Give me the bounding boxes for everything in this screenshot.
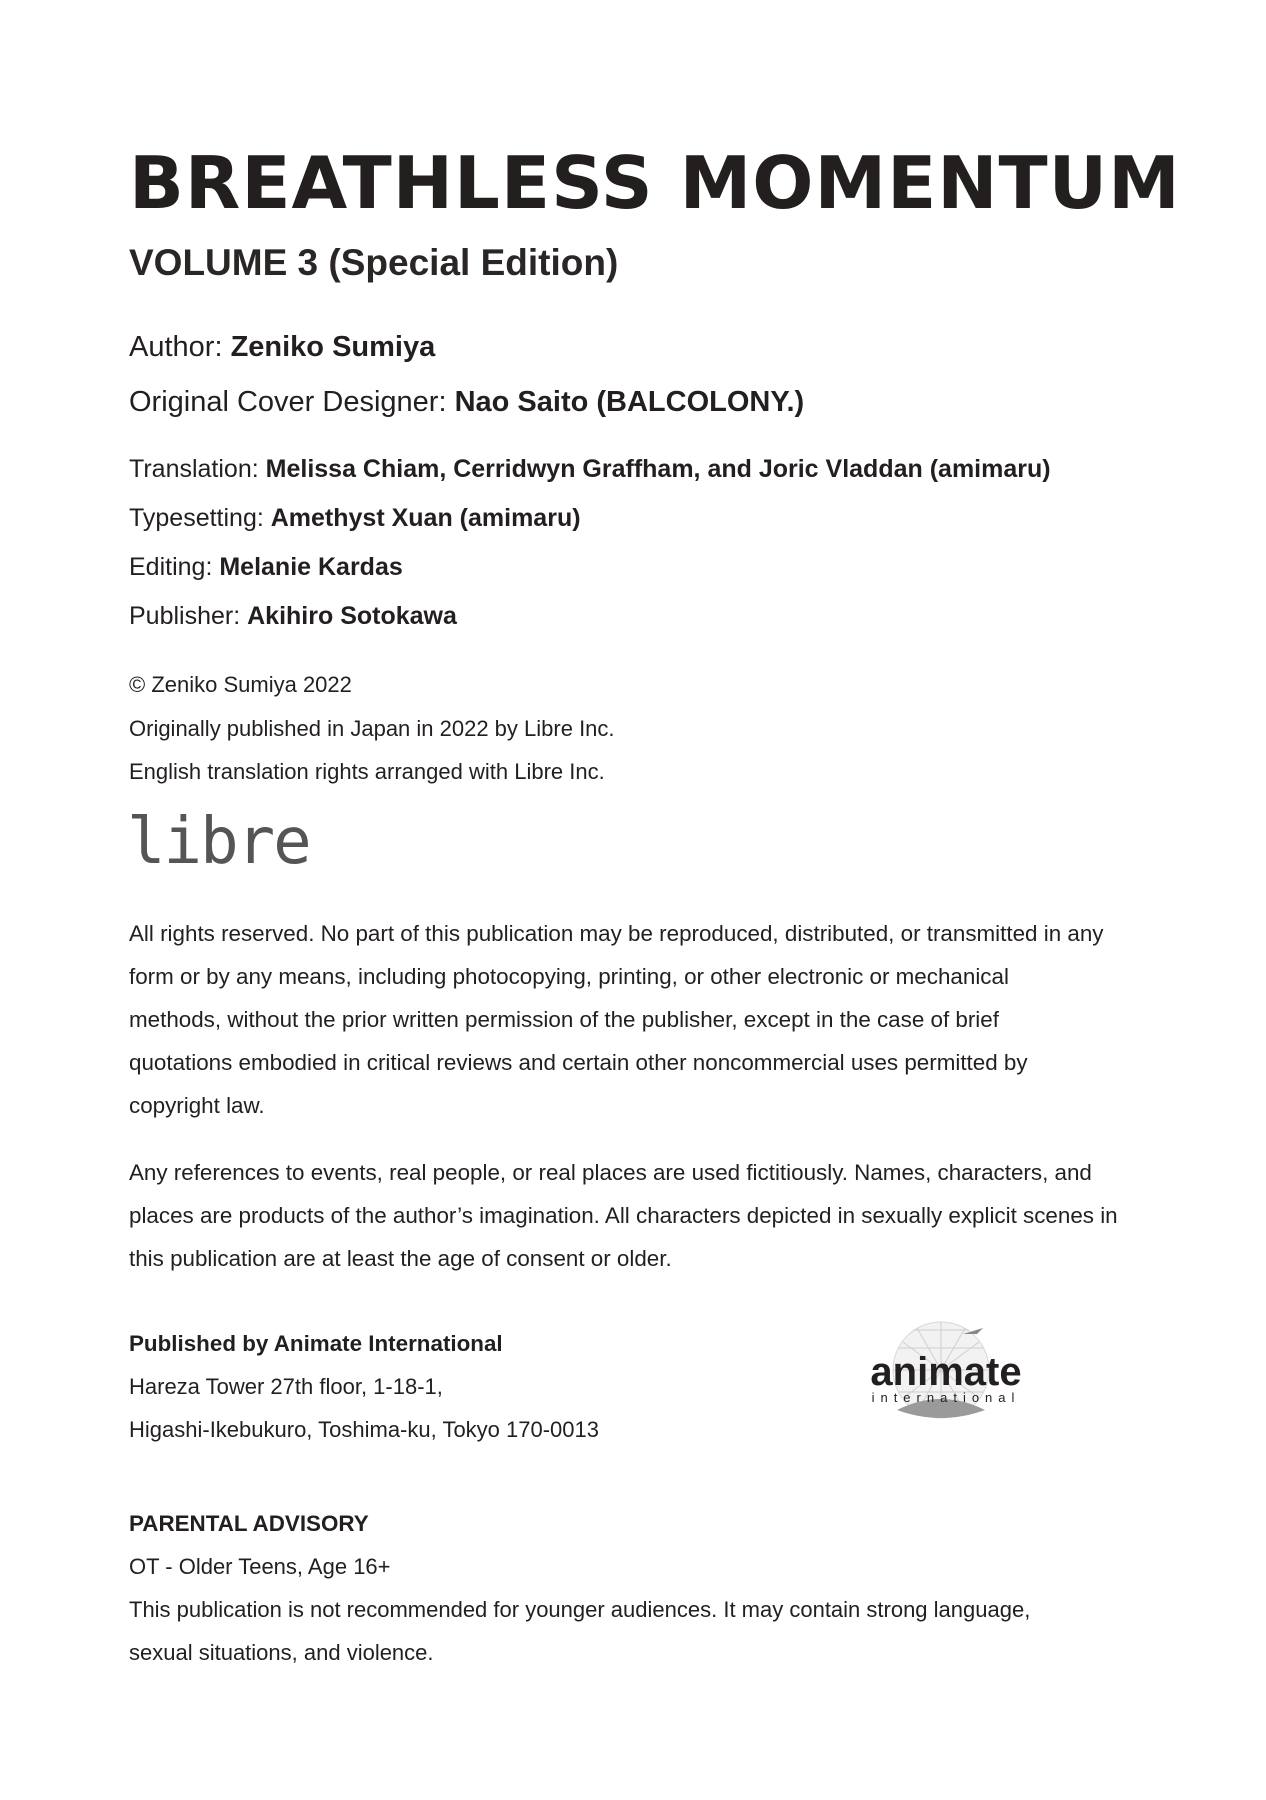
advisory-text-line: sexual situations, and violence.	[129, 1640, 434, 1665]
advisory-rating: OT - Older Teens, Age 16+	[129, 1554, 391, 1579]
credit-role: Editing:	[129, 553, 220, 581]
translation-rights-line: English translation rights arranged with Libre Inc.	[129, 759, 605, 784]
libre-logo	[127, 805, 310, 879]
paragraph-line: methods, without the prior written permission of the publisher, except in the case of brief	[129, 1007, 999, 1032]
advisory-text-line: This publication is not recommended for younger audiences. It may contain strong language,	[129, 1597, 1031, 1622]
credit-author	[129, 329, 435, 365]
publisher-address-line: Hareza Tower 27th floor, 1-18-1,	[129, 1374, 443, 1399]
original-publication-line: Originally published in Japan in 2022 by Libre Inc.	[129, 716, 615, 741]
rights-paragraph	[129, 912, 1149, 1127]
publisher-address-line: Higashi-Ikebukuro, Toshima-ku, Tokyo 170-0013	[129, 1417, 600, 1442]
credit-role: Publisher:	[129, 602, 248, 630]
paragraph-line: quotations embodied in critical reviews and certain other noncommercial uses permitted by	[129, 1050, 1028, 1075]
credit-name: Nao Saito (BALCOLONY.)	[454, 386, 805, 418]
paragraph-line: copyright law.	[129, 1093, 265, 1118]
credit-role: Author:	[129, 331, 231, 363]
copyright-line: © Zeniko Sumiya 2022	[129, 672, 352, 697]
credit-typesetting	[129, 501, 581, 535]
copyright-page	[127, 0, 1181, 1800]
credit-cover-designer	[129, 384, 804, 420]
book-title: BREATHLESS MOMENTUM	[129, 141, 1181, 225]
animate-logo-word: animate	[870, 1350, 1022, 1394]
libre-logo-text: libre	[127, 805, 310, 879]
paragraph-line: places are products of the author’s imagination. All characters depicted in sexually explicit scenes in	[129, 1203, 1118, 1228]
credit-name: Melissa Chiam, Cerridwyn Graffham, and Joric Vladdan (amimaru)	[265, 455, 1051, 483]
credit-translation	[129, 452, 1051, 486]
volume-subtitle: VOLUME 3 (Special Edition)	[129, 242, 619, 283]
credit-name: Melanie Kardas	[219, 553, 403, 581]
paragraph-line: form or by any means, including photocopying, printing, or other electronic or mechanical	[129, 964, 1009, 989]
credit-role: Translation:	[129, 455, 266, 483]
credit-name: Zeniko Sumiya	[230, 331, 436, 363]
animate-logo-sub: international	[871, 1390, 1021, 1405]
credit-publisher	[129, 599, 457, 633]
fiction-disclaimer-paragraph	[129, 1151, 1149, 1280]
publisher-heading: Published by Animate International	[129, 1331, 503, 1356]
credit-name: Akihiro Sotokawa	[247, 602, 457, 630]
credit-role: Typesetting:	[129, 504, 271, 532]
credit-role: Original Cover Designer:	[129, 386, 455, 418]
paragraph-line: All rights reserved. No part of this publication may be reproduced, distributed, or transmitted in any	[129, 921, 1104, 946]
credit-name: Amethyst Xuan (amimaru)	[270, 504, 581, 532]
animate-international-logo	[851, 1318, 1041, 1430]
paragraph-line: Any references to events, real people, or real places are used fictitiously. Names, characters, and	[129, 1160, 1092, 1185]
advisory-heading: PARENTAL ADVISORY	[129, 1511, 369, 1536]
credit-editing	[129, 550, 403, 584]
paragraph-line: this publication are at least the age of consent or older.	[129, 1246, 672, 1271]
